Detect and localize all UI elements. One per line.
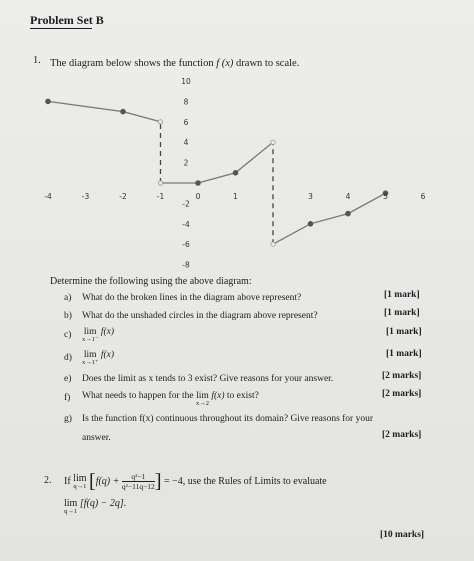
x-tick-label: -4 [44,192,52,201]
determine-instruction: Determine the following using the above diagram: [50,276,252,287]
item-f-label: f) [64,393,71,403]
left-bracket: [ [89,470,96,493]
lim-word: lim [64,498,78,509]
y-tick-label: -8 [182,260,190,270]
item-g-label: g) [64,414,72,424]
item-c-marks: [1 mark] [386,327,422,337]
y-tick-label: 8 [183,97,189,107]
x-tick-label: 5 [383,192,388,201]
series-1-line [48,101,161,121]
data-point [346,211,351,216]
y-tick-label: 2 [183,158,189,168]
item-e-text: Does the limit as x tends to 3 exist? Give reasons for your answer. [82,374,334,384]
x-tick-label: -3 [81,192,90,201]
equals-text: = −4, use the Rules of Limits to evaluate [163,476,327,487]
graph-lines [48,101,386,244]
lim-subscript: x→2 [195,400,209,407]
y-tick-label: -4 [182,219,190,229]
text-after: to exist? [226,391,259,401]
x-tick-label: 0 [195,192,201,201]
evaluate-expression: [f(q) − 2q]. [79,498,127,509]
lim-subscript: q→1 [73,483,87,490]
lim-word: lim [83,350,97,360]
lim-word: lim [196,391,209,401]
item-c-limit [82,327,114,344]
item-f-marks: [2 marks] [382,389,422,399]
x-tick-label: -1 [156,192,165,201]
item-b-label: b) [64,311,72,321]
limit-operator [73,473,86,490]
page-title: Problem Set B [30,13,104,27]
item-a-marks: [1 mark] [384,290,420,300]
lim-word: lim [83,327,97,337]
data-point [46,99,51,104]
fq-term: f(q) + [95,476,120,487]
function-name: f (x) [216,58,234,69]
question-1-number: 1. [33,55,41,66]
limit-expression: f(x) [211,391,225,401]
x-tick-label: -2 [119,192,127,201]
question-2-evaluate [64,498,126,516]
open-circle-point [158,120,162,124]
question-2-marks: [10 marks] [380,530,425,540]
open-circle-point [271,140,275,144]
item-e-label: e) [64,374,72,384]
lim-subscript: q→1 [64,508,78,515]
item-d-limit [82,350,114,367]
item-a-text: What do the broken lines in the diagram above represent? [82,293,302,303]
fraction-denominator: q²−11q−12 [121,482,155,491]
item-d-marks: [1 mark] [386,349,422,359]
intro-end: drawn to scale. [236,58,300,69]
open-circle-point [158,181,162,185]
data-point [121,109,126,114]
lim-subscript: x→1⁺ [82,359,99,366]
right-bracket: ] [154,470,162,493]
series-2-line [161,142,274,183]
data-point [308,221,313,226]
limit-operator [82,350,98,366]
item-b-text: What do the unshaded circles in the diagram above represent? [82,311,318,321]
x-tick-label: 3 [308,192,313,201]
limit-operator [82,327,98,343]
item-e-marks: [2 marks] [382,371,422,381]
fraction-numerator: q²−1 [122,472,155,482]
limit-operator [196,391,209,407]
graph-points [46,99,388,246]
item-b-marks: [1 mark] [384,308,420,318]
series-3-line [273,193,386,244]
question-2-number: 2. [44,475,52,486]
limit-operator [64,498,77,515]
item-g-marks: [2 marks] [382,430,422,440]
fraction [122,472,155,491]
y-tick-label: 6 [183,117,189,127]
item-g-text-continued: answer. [82,433,111,443]
y-tick-label: -6 [182,240,190,250]
if-word: If [64,476,71,487]
open-circle-point [271,242,275,246]
lim-word: lim [73,473,87,484]
limit-expression: f(x) [100,327,114,337]
item-f-text [82,391,259,408]
y-tick-label: 4 [183,138,189,148]
y-tick-label: 10 [181,77,191,86]
item-d-label: d) [64,353,72,363]
item-c-label: c) [64,330,72,340]
data-point [196,181,201,186]
lim-subscript: x→1⁻ [82,336,99,343]
limit-expression: f(x) [100,350,114,360]
text-before: What needs to happen for the [82,391,194,401]
y-tick-label: -2 [182,199,190,209]
x-tick-label: 1 [233,192,238,201]
x-tick-label: 6 [420,192,426,201]
intro-text: The diagram below shows the function [50,58,214,69]
question-2-statement [64,472,327,491]
data-point [233,170,238,175]
item-a-label: a) [64,293,72,303]
x-tick-label: 4 [345,192,351,201]
item-g-text: Is the function f(x) continuous throughout its domain? Give reasons for your [82,414,374,424]
